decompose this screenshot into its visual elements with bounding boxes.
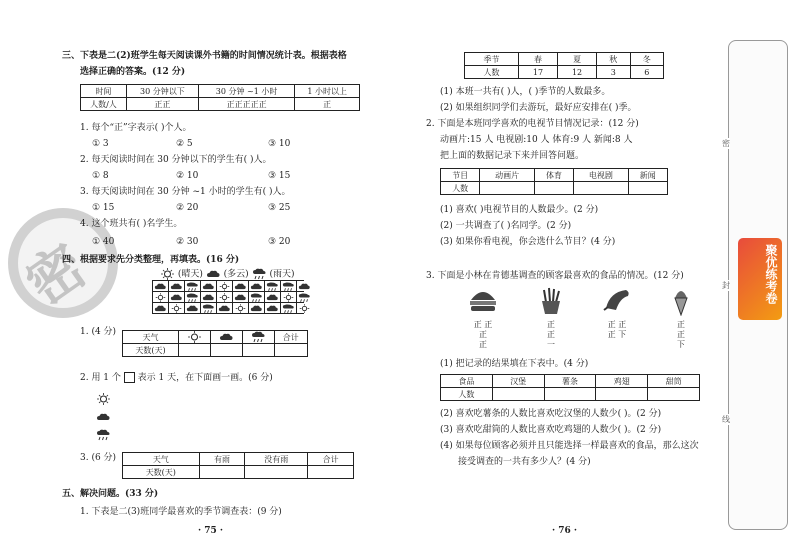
question-5-1: 1. 下表是二(3)班同学最喜欢的季节调查表：(9 分): [80, 507, 282, 517]
table-header: 季节: [465, 53, 519, 66]
answer-cell[interactable]: [242, 344, 274, 357]
table-cell: 人数: [441, 388, 493, 401]
tally-mark: 正: [547, 320, 555, 329]
answer-cell[interactable]: [534, 182, 573, 195]
section-3-title: 三、下表是二(2)班学生每天阅读课外书籍的时间情况统计表。根据表格: [62, 51, 347, 61]
table-header: [179, 331, 211, 344]
legend-label: (多云): [223, 269, 249, 280]
cloudy-icon: [153, 281, 168, 291]
option: ③ 20: [268, 237, 291, 247]
answer-cell[interactable]: [245, 466, 308, 479]
cloudy-icon: [265, 292, 280, 302]
cloudy-icon: [265, 303, 280, 313]
tv-q3: (3) 如果你看电视，你会选什么节目？(4 分): [440, 237, 616, 247]
cloudy-icon: [169, 292, 184, 302]
table-header: 1 小时以上: [295, 85, 360, 98]
weather-legend: [160, 268, 294, 281]
food-question: 3. 下面是小林在肯德基调查的顾客最喜欢的食品的情况。(12 分): [426, 271, 684, 281]
sun-icon: [297, 303, 312, 313]
rain-count-table: [122, 452, 354, 479]
option: ① 40: [92, 237, 115, 247]
page-number: · 76 ·: [552, 526, 578, 536]
table-header: 合计: [308, 453, 354, 466]
cloudy-icon: [233, 281, 248, 291]
tally-mark: 下: [618, 330, 627, 339]
food-q3: (3) 喜欢吃甜筒的人数比喜欢吃鸡翅的人数少( )。(2 分): [440, 425, 662, 435]
seal-line-label: 封: [722, 281, 730, 290]
option: ③ 10: [268, 139, 291, 149]
tally-fries: [536, 320, 566, 350]
table-header: 天气: [123, 453, 200, 466]
answer-cell[interactable]: [308, 466, 354, 479]
answer-cell[interactable]: [480, 182, 534, 195]
tally-mark: 正: [479, 330, 487, 339]
ice-cream-cone-icon: [666, 286, 696, 316]
answer-cell[interactable]: [628, 182, 667, 195]
rain-icon: [265, 281, 280, 291]
cloudy-icon: [185, 303, 200, 313]
answer-cell[interactable]: [179, 344, 211, 357]
tv-hint: 把上面的数据记录下来并回答问题。: [440, 151, 585, 161]
brand-title: 聚优练考卷: [764, 244, 778, 304]
cloudy-icon: [249, 281, 264, 291]
tally-mark: 正: [484, 320, 493, 329]
watermark-stamp-text: 密: [15, 233, 99, 319]
table-header: 天气: [123, 331, 179, 344]
cloudy-icon: [96, 411, 111, 423]
rain-icon: [96, 429, 111, 441]
food-table: [440, 374, 700, 401]
square-box-icon: [124, 372, 135, 383]
sun-icon: [217, 281, 232, 291]
rain-icon: [185, 292, 200, 302]
table-header: 鸡翅: [596, 375, 648, 388]
section-5-title: 五、解决问题。(33 分): [62, 489, 159, 499]
option: ① 15: [92, 203, 115, 213]
weather-count-table: [122, 330, 308, 357]
question-3-4: 4. 这个班共有( )名学生。: [80, 219, 183, 229]
table-header: 甜筒: [648, 375, 700, 388]
table-cell: 人数/人: [81, 98, 127, 111]
table-cell: 正: [295, 98, 360, 111]
table-header: 30 分钟以下: [126, 85, 198, 98]
answer-cell[interactable]: [199, 466, 245, 479]
rain-icon: [249, 292, 264, 302]
question-4-2: [80, 372, 273, 384]
table-header: 春: [519, 53, 558, 66]
tv-data: 动画片:15 人 电视剧:10 人 体育:9 人 新闻:8 人: [440, 135, 633, 145]
tally-hamburger: [468, 320, 498, 350]
answer-cell[interactable]: [648, 388, 700, 401]
seal-line-label: 密: [722, 139, 730, 148]
tv-table: [440, 168, 668, 195]
question-4-2-a: 2. 用 1 个: [80, 373, 121, 383]
section-3-title-cont: 选择正确的答案。(12 分): [80, 67, 186, 77]
table-header: 电视剧: [574, 169, 628, 182]
option: ① 8: [92, 171, 109, 181]
fries-icon: [536, 286, 566, 316]
draw-area: [96, 390, 111, 444]
tv-q2: (2) 一共调查了( )名同学。(2 分): [440, 221, 572, 231]
seal-line-label: 线: [722, 415, 730, 424]
tally-mark: 下: [677, 340, 685, 349]
table-header: 节目: [441, 169, 480, 182]
rain-icon: [297, 292, 312, 302]
food-q4: (4) 如果每位顾客必须并且只能选择一样最喜欢的食品，那么这次: [440, 441, 699, 451]
table-header: 薯条: [544, 375, 596, 388]
table-header: 动画片: [480, 169, 534, 182]
table-header: 没有雨: [245, 453, 308, 466]
sun-icon: [281, 292, 296, 302]
question-3-1: 1. 每个“正”字表示( )个人。: [80, 123, 192, 133]
reading-time-table: [80, 84, 360, 111]
weather-record-grid: [152, 280, 304, 314]
table-cell: 天数(天): [123, 466, 200, 479]
rain-icon: [281, 281, 296, 291]
cloudy-icon: [297, 281, 312, 291]
tally-mark: 正: [618, 320, 627, 329]
cloudy-icon: [201, 281, 216, 291]
table-cell: 人数: [465, 66, 519, 79]
cloudy-icon: [169, 281, 184, 291]
sun-icon: [96, 393, 111, 405]
table-cell: 3: [597, 66, 630, 79]
option: ② 20: [176, 203, 199, 213]
table-header: 食品: [441, 375, 493, 388]
option: ② 30: [176, 237, 199, 247]
rain-icon: [252, 268, 267, 280]
option: ② 5: [176, 139, 193, 149]
page-number: · 75 ·: [198, 526, 224, 536]
table-cell: 正正: [126, 98, 198, 111]
tally-mark: 正: [473, 320, 482, 329]
table-header: 时间: [81, 85, 127, 98]
option: ② 10: [176, 171, 199, 181]
question-4-2-b: 表示 1 天，在下面画一画。(6 分): [137, 373, 273, 383]
table-cell: 正正正正正: [198, 98, 294, 111]
season-q2: (2) 如果组织同学们去游玩，最好应安排在( )季。: [440, 103, 637, 113]
tv-question: 2. 下面是本班同学喜欢的电视节目情况记录：(12 分): [426, 119, 639, 129]
sun-icon: [233, 303, 248, 313]
table-cell: 17: [519, 66, 558, 79]
answer-cell[interactable]: [544, 388, 596, 401]
chicken-wing-icon: [602, 286, 632, 316]
sun-icon: [217, 292, 232, 302]
answer-cell[interactable]: [596, 388, 648, 401]
sun-icon: [169, 303, 184, 313]
sun-icon: [160, 268, 175, 280]
cloudy-icon: [201, 292, 216, 302]
table-header: [210, 331, 242, 344]
rain-icon: [185, 281, 200, 291]
table-header: 合计: [274, 331, 307, 344]
question-4-3: 3. (6 分): [80, 453, 117, 463]
hamburger-icon: [468, 286, 498, 316]
table-cell: 人数: [441, 182, 480, 195]
food-q4-cont: 接受调查的一共有多少人？(4 分): [458, 457, 591, 467]
answer-cell[interactable]: [492, 388, 544, 401]
table-header: 汉堡: [492, 375, 544, 388]
tally-mark: 正: [607, 330, 616, 339]
cloudy-icon: [206, 268, 221, 280]
option: ③ 15: [268, 171, 291, 181]
table-header: 新闻: [628, 169, 667, 182]
table-header: [242, 331, 274, 344]
table-header: 30 分钟 ~1 小时: [198, 85, 294, 98]
section-4-title: 四、根据要求先分类整理，再填表。(16 分): [62, 255, 240, 265]
cloudy-icon: [249, 303, 264, 313]
table-header: 有雨: [199, 453, 245, 466]
tally-mark: 一: [547, 340, 555, 349]
tally-wings: [602, 320, 632, 340]
cloudy-icon: [233, 292, 248, 302]
table-cell: 12: [558, 66, 597, 79]
food-q2: (2) 喜欢吃薯条的人数比喜欢吃汉堡的人数少( )。(2 分): [440, 409, 662, 419]
legend-label: (雨天): [269, 269, 295, 280]
table-header: 秋: [597, 53, 630, 66]
question-3-2: 2. 每天阅读时间在 30 分钟以下的学生有( )人。: [80, 155, 272, 165]
table-header: 体育: [534, 169, 573, 182]
tally-cone: [666, 320, 696, 350]
tally-mark: 正: [607, 320, 616, 329]
food-q1: (1) 把记录的结果填在下表中。(4 分): [440, 359, 589, 369]
question-4-1: 1. (4 分): [80, 327, 117, 337]
tv-q1: (1) 喜欢( )电视节目的人数最少。(2 分): [440, 205, 599, 215]
legend-label: (晴天): [177, 269, 203, 280]
cloudy-icon: [153, 303, 168, 313]
option: ③ 25: [268, 203, 291, 213]
rain-icon: [201, 303, 216, 313]
tally-mark: 正: [547, 330, 555, 339]
tally-mark: 正: [677, 330, 685, 339]
sun-icon: [187, 331, 202, 343]
answer-cell[interactable]: [274, 344, 307, 357]
tally-mark: 正: [479, 340, 487, 349]
table-header: 夏: [558, 53, 597, 66]
rain-icon: [281, 303, 296, 313]
table-cell: 6: [630, 66, 663, 79]
table-cell: 天数(天): [123, 344, 179, 357]
tally-mark: 正: [677, 320, 685, 329]
sun-icon: [153, 292, 168, 302]
answer-cell[interactable]: [210, 344, 242, 357]
rain-icon: [251, 331, 266, 343]
question-3-3: 3. 每天阅读时间在 30 分钟 ~1 小时的学生有( )人。: [80, 187, 291, 197]
table-header: 冬: [630, 53, 663, 66]
season-table: [464, 52, 664, 79]
option: ① 3: [92, 139, 109, 149]
cloudy-icon: [219, 331, 234, 343]
season-q1: (1) 本班一共有( )人，( )季节的人数最多。: [440, 87, 611, 97]
answer-cell[interactable]: [574, 182, 628, 195]
cloudy-icon: [217, 303, 232, 313]
